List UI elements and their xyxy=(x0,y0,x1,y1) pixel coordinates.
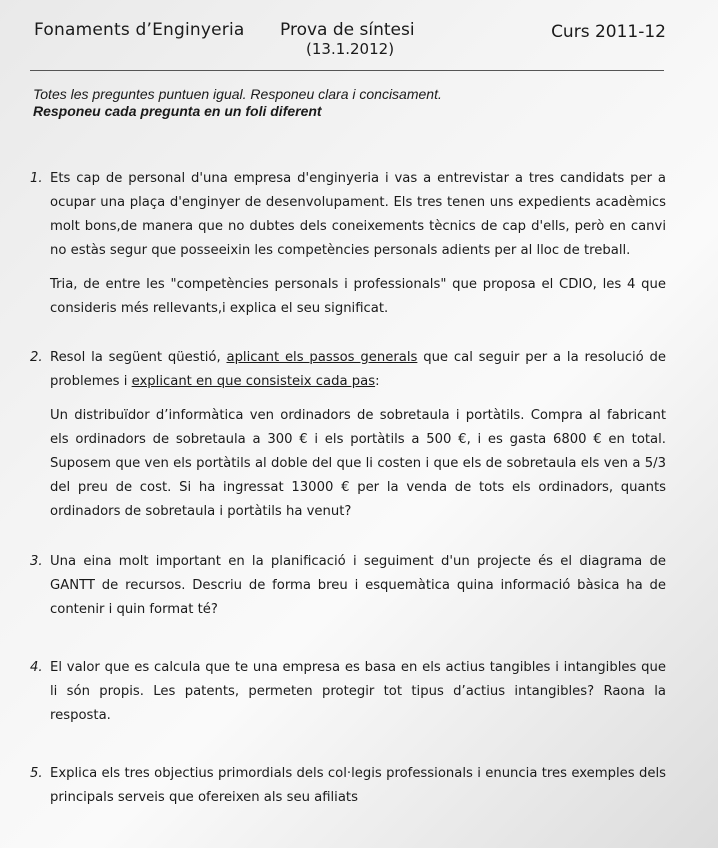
exam-date: (13.1.2012) xyxy=(306,40,395,58)
question-text xyxy=(50,346,666,394)
question-number: 5. xyxy=(30,766,43,781)
instructions xyxy=(33,86,442,120)
question-text: Una eina molt important en la planificació i seguiment d'un projecte és el diagrama de GANTT de recursos. Descriu de forma breu i esquemàtica quina informació bàsica ha de contenir i quin format té? xyxy=(50,554,666,617)
problem-statement: Un distribuïdor d’informàtica ven ordinadors de sobretaula i portàtils. Compra al fabricant els ordinadors de sobretaula a 300 € i els portàtils a 500 €, i es gasta 6800 € en total. Suposem que ven els portàtils al doble del que li costen i que els de sobretaula els ven a 5/3 del preu de cost. Si ha ingressat 13000 € per la venda de tots els ordinadors, quants ordinadors de sobretaula i portàtils ha venut? xyxy=(50,408,666,519)
question-number: 3. xyxy=(30,554,43,569)
question-body xyxy=(50,167,666,321)
question-text-part: que cal seguir per a la resolució de problemes i xyxy=(50,350,666,389)
question-text-part: : xyxy=(375,374,380,389)
exam-header xyxy=(0,0,718,80)
question-text: Ets cap de personal d'una empresa d'enginyeria i vas a entrevistar a tres candidats per a ocupar una plaça d'enginyer de desenvolupament. Els tres tenen uns expedients acadèmics molt bons,de manera que no dubtes dels coneixements tècnics de cap d'ells, però en canvi no estàs segur que posseeixin les competències personals adients per al lloc de treball. xyxy=(50,171,666,258)
question-task: Tria, de entre les "competències personals i professionals" que proposa el CDIO, les 4 que consideris més rellevants,i explica el seu significat. xyxy=(50,277,666,316)
question-body xyxy=(50,550,666,622)
underlined-phrase: explicant en que consisteix cada pas xyxy=(131,374,376,389)
underlined-phrase: aplicant els passos generals xyxy=(226,350,418,365)
question-text: Explica els tres objectius primordials dels col·legis professionals i enuncia tres exemples dels principals serveis que ofereixen als seu afiliats xyxy=(50,766,666,805)
question-number: 2. xyxy=(30,350,43,365)
question-number: 4. xyxy=(30,660,43,675)
question-body xyxy=(50,346,666,524)
question-text-part: Resol la següent qüestió, xyxy=(50,350,227,365)
question-body xyxy=(50,762,666,810)
header-divider xyxy=(30,70,664,71)
academic-year: Curs 2011-12 xyxy=(551,22,666,42)
question-body xyxy=(50,656,666,728)
question-number: 1. xyxy=(30,171,43,186)
instructions-line-1: Totes les preguntes puntuen igual. Responeu clara i concisament. xyxy=(33,86,442,102)
question-text: El valor que es calcula que te una empresa es basa en els actius tangibles i intangibles que li són propis. Les patents, permeten protegir tot tipus d’actius intangibles? Raona la resposta. xyxy=(50,660,666,723)
exam-title: Prova de síntesi xyxy=(280,20,415,40)
instructions-line-2: Responeu cada pregunta en un foli diferent xyxy=(33,103,322,119)
course-title: Fonaments d’Enginyeria xyxy=(34,20,245,40)
